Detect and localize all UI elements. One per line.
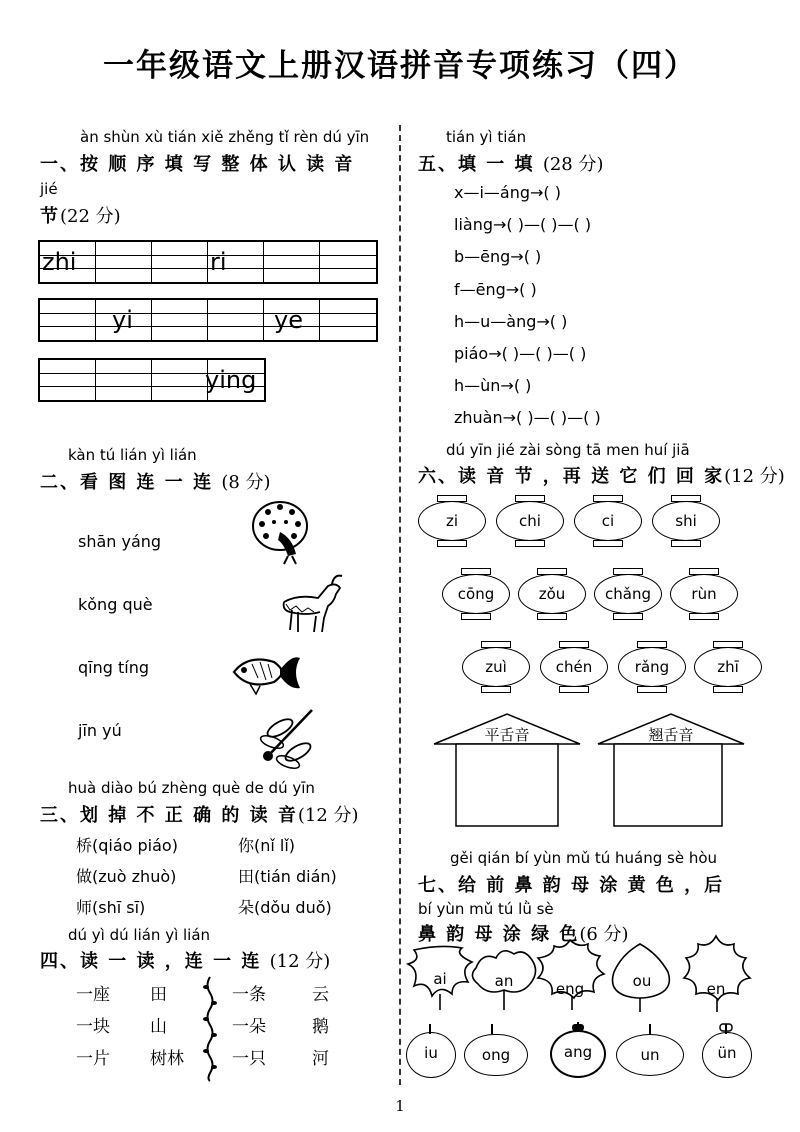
grid-cell[interactable]: [40, 360, 96, 400]
measure-word[interactable]: 一座: [76, 985, 110, 1005]
noun-word[interactable]: 田: [150, 985, 167, 1005]
lantern[interactable]: shi: [652, 495, 720, 547]
page-number: 1: [395, 1097, 405, 1115]
grid-cell[interactable]: yi: [96, 300, 152, 340]
noun-word[interactable]: 山: [150, 1017, 167, 1037]
s2-pinyin: kàn tú lián yì lián: [68, 446, 197, 464]
lantern[interactable]: zi: [418, 495, 486, 547]
lantern[interactable]: chǎng: [594, 568, 662, 620]
measure-word[interactable]: 一条: [232, 985, 266, 1005]
fill-item-3[interactable]: b—ēng→( ): [454, 247, 542, 266]
s5-heading: 五、填 一 填 (28 分): [418, 154, 604, 175]
measure-word[interactable]: 一块: [76, 1017, 110, 1037]
fruit[interactable]: ün: [702, 1032, 752, 1078]
lantern[interactable]: chi: [496, 495, 564, 547]
house-label-flat: 平舌音: [484, 726, 530, 744]
leaf-icon[interactable]: [680, 934, 754, 1014]
s4-score: (12 分): [269, 951, 331, 972]
measure-word[interactable]: 一只: [232, 1049, 266, 1069]
fill-item-4[interactable]: f—ēng→( ): [454, 280, 537, 299]
s7-pinyin: gěi qián bí yùn mǔ tú huáng sè hòu: [450, 849, 718, 867]
lantern[interactable]: zuì: [462, 641, 530, 693]
fruit[interactable]: iu: [406, 1032, 456, 1078]
s3-item-4[interactable]: 田(tián dián): [238, 867, 337, 886]
animal-word-2[interactable]: kǒng què: [78, 595, 153, 614]
goat-icon[interactable]: [276, 572, 346, 638]
s1-pinyin2: jié: [40, 180, 58, 198]
leaf-icon[interactable]: [534, 938, 608, 1012]
goldfish-icon[interactable]: [228, 648, 304, 698]
s2-heading: 二、看 图 连 一 连 (8 分): [40, 472, 271, 493]
lantern[interactable]: rùn: [670, 568, 738, 620]
s3-item-2[interactable]: 你(nǐ lǐ): [238, 836, 296, 855]
fruit[interactable]: ang: [550, 1030, 606, 1078]
s3-heading: 三、划 掉 不 正 确 的 读 音(12 分): [40, 805, 359, 826]
fruit-stems-icon: [404, 1020, 764, 1036]
s6-pinyin: dú yīn jié zài sòng tā men huí jiā: [446, 441, 690, 459]
fill-item-2[interactable]: liàng→( )—( )—( ): [454, 215, 592, 234]
measure-word[interactable]: 一朵: [232, 1017, 266, 1037]
grid-cell[interactable]: ye: [264, 300, 320, 340]
s7-pinyin2: bí yùn mǔ tú lǜ sè: [418, 900, 554, 918]
grid-cell[interactable]: ying: [208, 360, 264, 400]
grid-cell[interactable]: [320, 242, 376, 282]
fruit[interactable]: un: [616, 1034, 684, 1076]
s3-score: (12 分): [297, 805, 359, 826]
s1-pinyin: àn shùn xù tián xiě zhěng tǐ rèn dú yīn: [80, 128, 370, 146]
s3-pinyin: huà diào bú zhèng què de dú yīn: [68, 779, 315, 797]
grid-cell[interactable]: [40, 300, 96, 340]
grid-cell[interactable]: [320, 300, 376, 340]
fill-item-6[interactable]: piáo→( )—( )—( ): [454, 344, 587, 363]
grid-cell[interactable]: [152, 300, 208, 340]
dragonfly-icon[interactable]: [258, 704, 320, 774]
leaf-label: eng: [555, 980, 585, 998]
s7-heading2: 鼻 韵 母 涂 绿 色(6 分): [418, 924, 629, 945]
s6-score: (12 分): [724, 466, 785, 487]
s5-score: (28 分): [542, 154, 604, 175]
s3-item-1[interactable]: 桥(qiáo piáo): [76, 836, 178, 855]
noun-word[interactable]: 鹅: [312, 1017, 329, 1037]
noun-word[interactable]: 河: [312, 1049, 329, 1069]
grid-cell[interactable]: [152, 360, 208, 400]
s4-heading: 四、读 一 读 ，连 一 连 (12 分): [40, 951, 331, 972]
s4-pinyin: dú yì dú lián yì lián: [68, 926, 211, 944]
writing-grid-2: [38, 298, 378, 342]
s3-item-5[interactable]: 师(shī sī): [76, 898, 146, 917]
vine-divider-icon: [203, 975, 217, 1083]
lantern[interactable]: zǒu: [518, 568, 586, 620]
lantern[interactable]: zhī: [694, 641, 762, 693]
lantern[interactable]: cōng: [442, 568, 510, 620]
s7-score: (6 分): [579, 924, 629, 945]
writing-grid-1: [38, 240, 378, 284]
grid-cell[interactable]: [96, 360, 152, 400]
s5-pinyin: tián yì tián: [446, 128, 527, 146]
animal-word-4[interactable]: jīn yú: [78, 721, 122, 740]
noun-word[interactable]: 树林: [150, 1049, 184, 1069]
leaf-label: en: [706, 980, 726, 998]
s6-heading: 六、读 音 节 ，再 送 它 们 回 家(12 分): [418, 466, 785, 487]
grid-cell[interactable]: ri: [208, 242, 264, 282]
column-divider: [399, 125, 401, 1085]
s3-item-3[interactable]: 做(zuò zhuò): [76, 867, 177, 886]
fill-item-1[interactable]: x—i—áng→( ): [454, 183, 561, 202]
lantern[interactable]: chén: [540, 641, 608, 693]
s3-item-6[interactable]: 朵(dǒu duǒ): [238, 898, 332, 917]
grid-cell[interactable]: [264, 242, 320, 282]
fill-item-8[interactable]: zhuàn→( )—( )—( ): [454, 408, 601, 427]
grid-cell[interactable]: [96, 242, 152, 282]
animal-word-1[interactable]: shān yáng: [78, 532, 162, 551]
leaf-label: ai: [433, 970, 447, 988]
s1-heading: 一、按 顺 序 填 写 整 体 认 读 音: [40, 154, 355, 175]
s1-heading2: 节(22 分): [40, 206, 121, 227]
leaf-label: ou: [632, 972, 652, 990]
s7-heading: 七、给 前 鼻 韵 母 涂 黄 色 ，后: [418, 875, 725, 896]
lantern[interactable]: ci: [574, 495, 642, 547]
writing-grid-3: [38, 358, 266, 402]
fill-item-5[interactable]: h—u—àng→( ): [454, 312, 568, 331]
leaf-label: an: [494, 972, 514, 990]
peacock-icon[interactable]: [248, 498, 324, 568]
grid-cell[interactable]: [208, 300, 264, 340]
grid-cell[interactable]: [152, 242, 208, 282]
fill-item-7[interactable]: h—ùn→( ): [454, 376, 532, 395]
s1-score: (22 分): [60, 206, 121, 227]
s2-score: (8 分): [221, 472, 271, 493]
lantern[interactable]: rǎng: [618, 641, 686, 693]
grid-cell[interactable]: zhi: [40, 242, 96, 282]
page-title: 一年级语文上册汉语拼音专项练习（四）: [103, 48, 697, 84]
noun-word[interactable]: 云: [312, 985, 329, 1005]
animal-word-3[interactable]: qīng tíng: [78, 658, 149, 677]
fruit[interactable]: ong: [464, 1034, 528, 1076]
house-label-curled: 翘舌音: [648, 726, 694, 744]
measure-word[interactable]: 一片: [76, 1049, 110, 1069]
